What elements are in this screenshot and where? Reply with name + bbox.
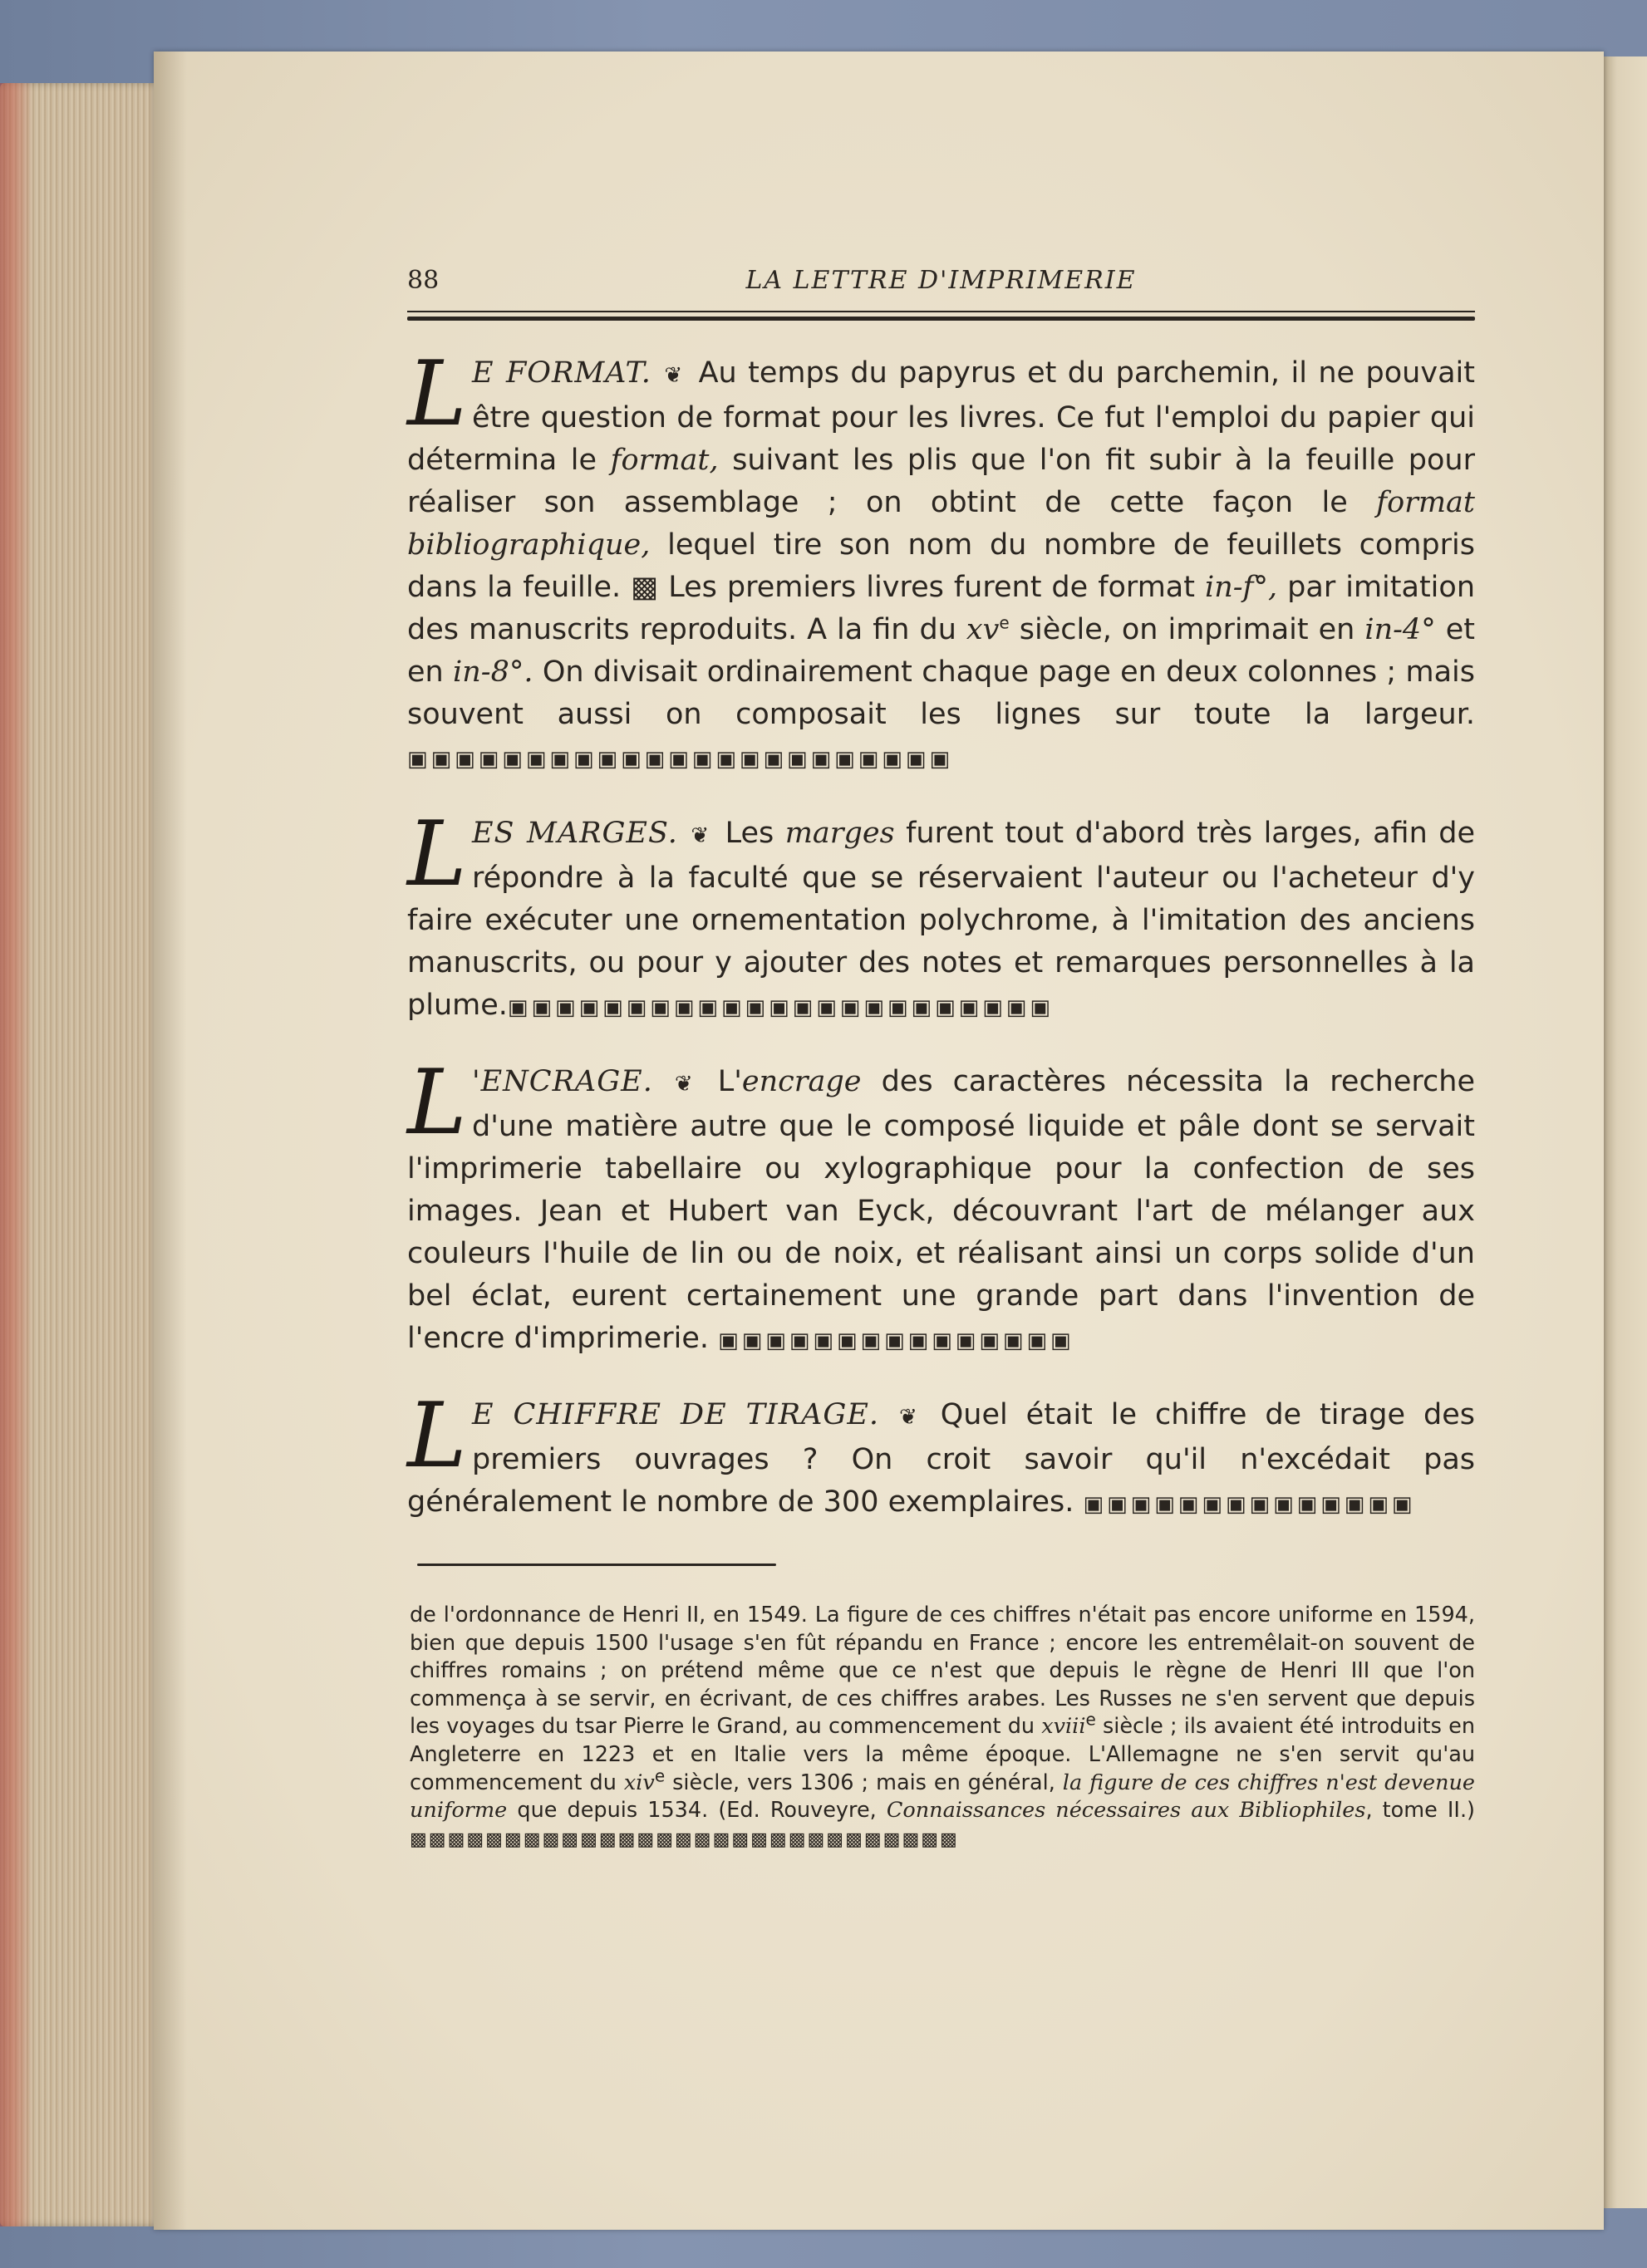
section-heading: ES MARGES. [472,817,678,850]
gutter-shadow [154,52,187,2230]
section-tirage: L E CHIFFRE DE TIRAGE. ❦ Quel était le chiffre de tirage des premiers ouvrages ? On croit savoir qu'il n'excédait pas généralement le nombre de 300 exemplaires. ▣▣▣▣▣▣▣▣▣▣▣▣▣▣ [407,1384,1475,1519]
header-rule [407,311,1475,324]
page-number: 88 [407,266,440,295]
dropcap: L [407,1051,467,1155]
section-heading: 'ENCRAGE. [472,1065,653,1098]
leaf-ornament-icon: ❦ [691,823,710,848]
square-ornament-line-icon: ▣▣▣▣▣▣▣▣▣▣▣▣▣▣▣ [718,1328,1074,1353]
leaf-ornament-icon: ❦ [898,1405,917,1430]
section-heading: E FORMAT. [472,356,651,390]
dropcap: L [407,803,467,906]
footnote: de l'ordonnance de Henri II, en 1549. La figure de ces chiffres n'était pas encore uniforme en 1594, bien que depuis 1500 l'usage s'en fût répandu en France ; encore les entremêlait-on souvent de chiffres romains ; on prétend même que ce n'est que depuis le règne de Henri III que l'on commença à se servir, en écrivant, de ces chiffres arabes. Les Russes ne s'en servent que depuis les voyages du tsar Pierre le Grand, au commencement du xviii$^e$ siècle ; ils avaient été introduits en Angleterre en 1223 et en Italie vers la même époque. L'Allemagne ne s'en servit qu'au commencement du xiv$^e$ siècle, vers 1306 ; mais en général, la figure de ces chiffres n'est devenue uniforme que depuis 1534. (Ed. Rouveyre, Connaissances nécessaires aux Bibliophiles, tome II.) ▩▩▩▩▩▩▩▩▩▩▩▩▩▩▩▩▩▩▩▩▩▩▩▩▩▩▩▩▩ [410,1603,1476,1850]
dropcap: L [407,342,467,446]
section-marges: L ES MARGES. ❦ Les marges furent tout d'abord très larges, afin de répondre à la faculté que se réservaient l'auteur ou l'acheteur d'y faire exécuter une ornementation polychrome, à l'imitation des anciens manuscrits, ou pour y ajouter des notes et remarques personnelles à la plume.▣▣▣▣▣▣▣▣▣▣▣▣▣▣▣▣▣▣▣▣▣▣▣ [407,803,1475,1022]
dropcap: L [407,1384,467,1488]
running-title: LA LETTRE D'IMPRIMERIE [745,266,1137,295]
section-format: L E FORMAT. ❦ Au temps du papyrus et du parchemin, il ne pouvait être question de format pour les livres. Ce fut l'emploi du papier qui détermina le format, suivant les plis que l'on fit subir à la feuille pour réaliser son assemblage ; on obtint de cette façon le format bibliographique, lequel tire son nom du nombre de feuillets compris dans la feuille. ▩ Les premiers livres furent de format in-f°, par imitation des manuscrits reproduits. A la fin du $xv^e$ siècle, on imprimait en in-4° et en in-8°. On divisait ordinairement chaque page en deux colonnes ; mais souvent aussi on composait les lignes sur toute la largeur. ▣▣▣▣▣▣▣▣▣▣▣▣▣▣▣▣▣▣▣▣▣▣▣ [407,342,1475,772]
square-ornament-line-icon: ▣▣▣▣▣▣▣▣▣▣▣▣▣▣▣▣▣▣▣▣▣▣▣ [407,747,954,772]
section-heading: E CHIFFRE DE TIRAGE. [472,1398,880,1431]
adjacent-page-edge [1604,56,1647,2208]
page-content [407,266,1475,1526]
section-encrage: L 'ENCRAGE. ❦ L'encrage des caractères nécessita la recherche d'une matière autre que le composé liquide et pâle dont se servait l'imprimerie tabellaire ou xylographique pour la confection de ses images. Jean et Hubert van Eyck, découvrant l'art de mélanger aux couleurs l'huile de lin ou de noix, et réalisant ainsi un corps solide d'un bel éclat, eurent certainement une grande part dans l'invention de l'encre d'imprimerie. ▣▣▣▣▣▣▣▣▣▣▣▣▣▣▣ [407,1051,1475,1355]
page-header [407,266,1475,304]
square-ornament-line-icon: ▣▣▣▣▣▣▣▣▣▣▣▣▣▣▣▣▣▣▣▣▣▣▣ [507,995,1054,1020]
footnote-rule [417,1564,776,1566]
square-ornament-line-icon: ▣▣▣▣▣▣▣▣▣▣▣▣▣▣ [1083,1492,1416,1517]
leaf-ornament-icon: ❦ [674,1072,693,1097]
block-ornament-icon: ▩ [631,571,659,604]
block-ornament-line-icon: ▩▩▩▩▩▩▩▩▩▩▩▩▩▩▩▩▩▩▩▩▩▩▩▩▩▩▩▩▩ [410,1829,959,1850]
page-edges [0,83,166,2226]
leaf-ornament-icon: ❦ [664,363,683,388]
